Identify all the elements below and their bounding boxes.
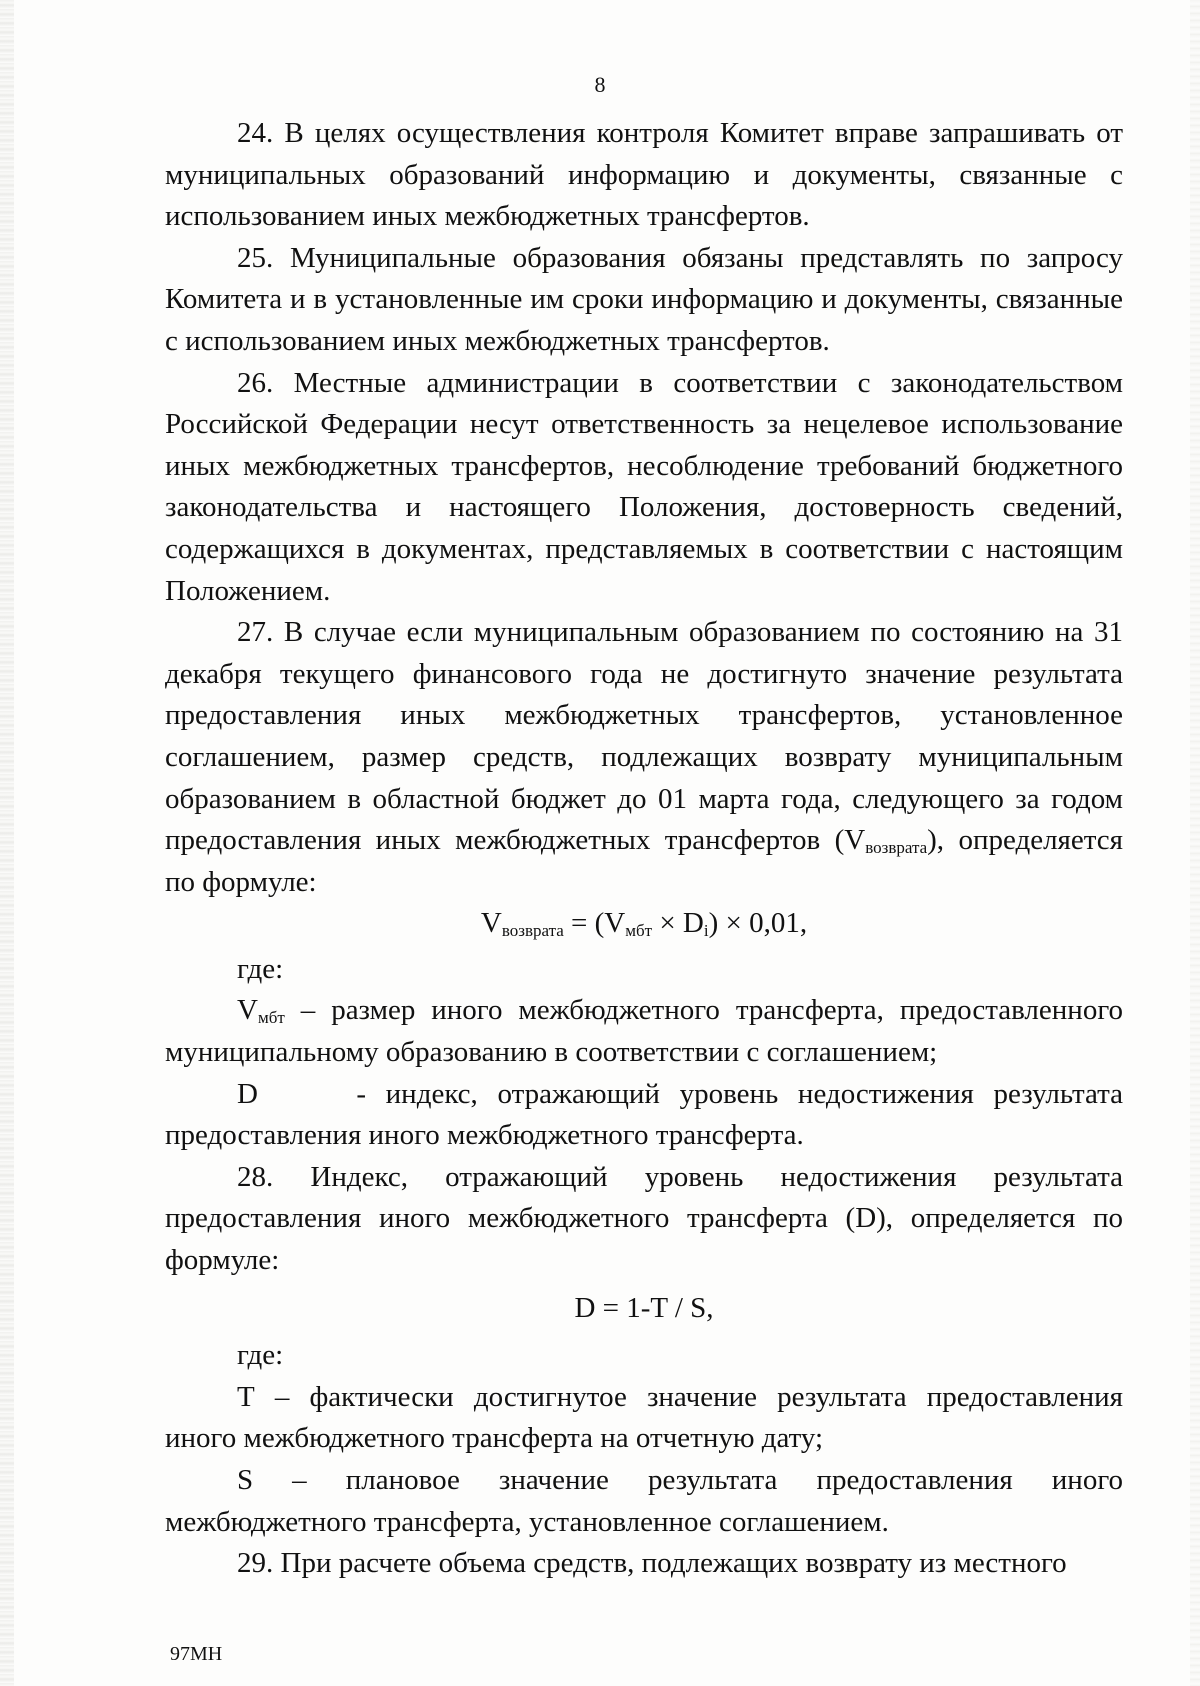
- formula-index-d: D = 1-T / S,: [574, 1291, 714, 1324]
- paragraph-29: 29. При расчете объема средств, подлежащих возврату из местного: [237, 1547, 1067, 1580]
- paragraph-27-tail: $(V_{возврата})$, определяется по формуле:: [165, 824, 1123, 898]
- scan-right-edge: [1190, 0, 1200, 1686]
- definition-s: S – плановое значение результата предоставления иного межбюджетного трансферта, установленное соглашением.: [165, 1464, 1123, 1538]
- paragraph-28: 28. Индекс, отражающий уровень недостижения результата предоставления иного межбюджетного трансферта (D), определяется по формуле:: [165, 1160, 1123, 1277]
- definition-t: Т – фактически достигнутое значение результата предоставления иного межбюджетного трансферта на отчетную дату;: [165, 1380, 1123, 1455]
- where-label-1: где:: [237, 952, 284, 985]
- definition-vmbt: $V_{мбт}$ – размер иного межбюджетного трансферта, предоставленного муниципальному образованию в соответствии с соглашением;: [165, 994, 1123, 1069]
- definition-d: D - индекс, отражающий уровень недостижения результата предоставления иного межбюджетного трансферта.: [165, 1077, 1131, 1152]
- formula-return-volume: $V_{возврата} = (V_{мбт} \times D_i) \times 0,01$,: [480, 907, 808, 941]
- document-body: [165, 113, 1131, 1585]
- paragraph-27: [165, 612, 1123, 903]
- paragraph-26: 26. Местные администрации в соответствии с законодательством Российской Федерации несут ответственность за нецелевое использование иных межбюджетных трансфертов, несоблюдение требований бюджетного законодательства и настоящего Положения, достоверность сведений, содержащихся в документах, представляемых в соответствии с настоящим Положением.: [165, 366, 1123, 607]
- document-code: 97МН: [170, 1643, 223, 1665]
- where-label-2: где:: [237, 1339, 284, 1372]
- paragraph-27-main: 27. В случае если муниципальным образованием по состоянию на 31 декабря текущего финансового года не достигнуто значение результата предоставления иных межбюджетных трансфертов, установленное соглашением, размер средств, подлежащих возврату муниципальным образованием в областной бюджет до 01 марта года, следующего за годом предоставления иных межбюджетных трансфертов: [165, 616, 1123, 857]
- scan-left-edge: [0, 0, 14, 1686]
- paragraph-24: 24. В целях осуществления контроля Комитет вправе запрашивать от муниципальных образований информацию и документы, связанные с использованием иных межбюджетных трансфертов.: [165, 117, 1123, 233]
- page-number: 8: [594, 72, 606, 97]
- paragraph-25: 25. Муниципальные образования обязаны представлять по запросу Комитета и в установленные им сроки информацию и документы, связанные с использованием иных межбюджетных трансфертов.: [165, 241, 1123, 357]
